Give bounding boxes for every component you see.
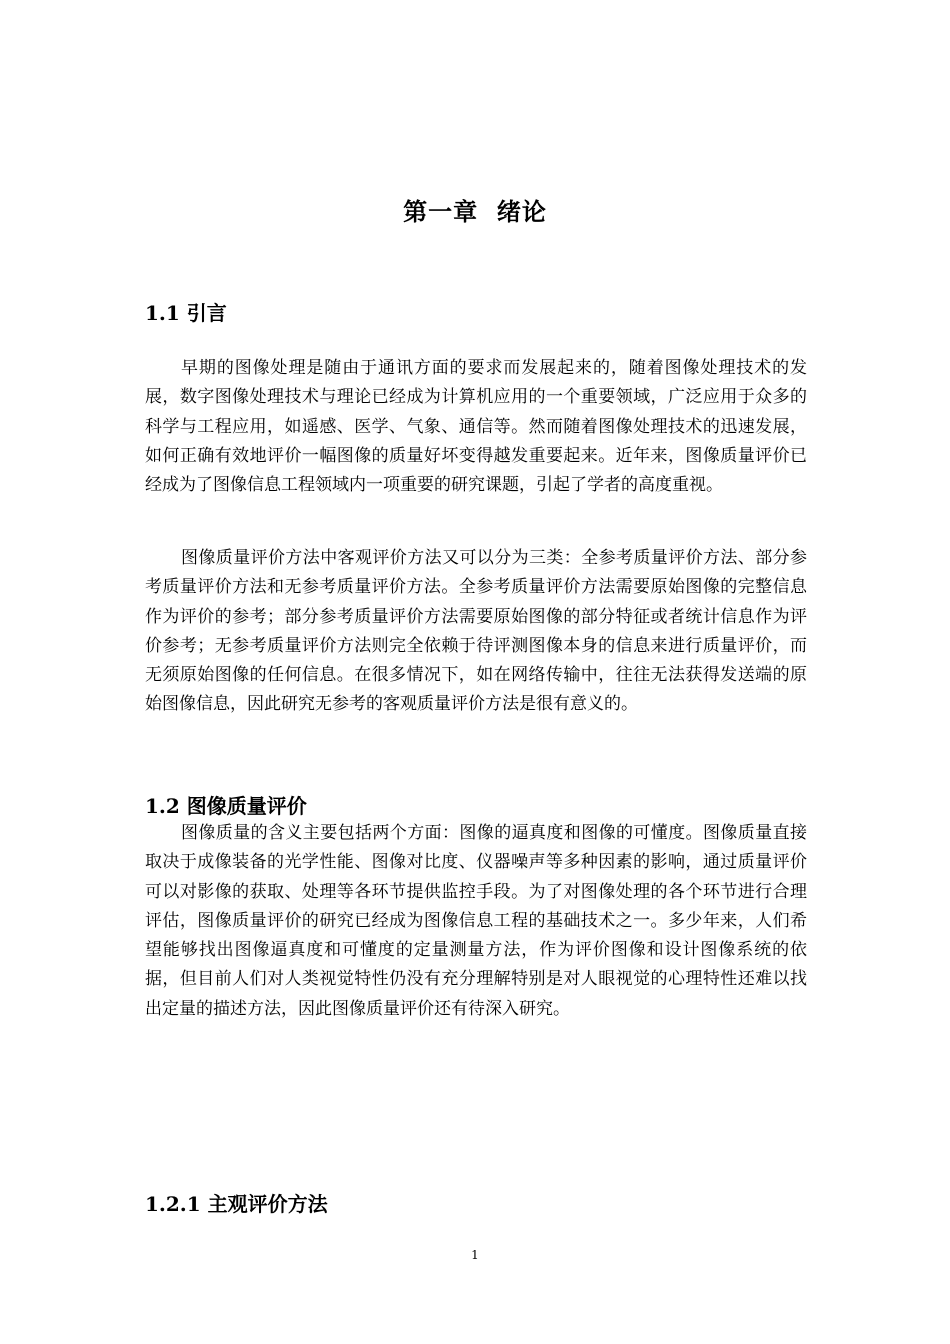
paragraph-intro-2: 图像质量评价方法中客观评价方法又可以分为三类：全参考质量评价方法、部分参考质量评价方法和无参考质量评价方法。全参考质量评价方法需要原始图像的完整信息作为评价的参考；部分参考质量评价方法需要原始图像的部分特征或者统计信息作为评价参考；无参考质量评价方法则完全依赖于待评测图像本身的信息来进行质量评价，而无须原始图像的任何信息。在很多情况下，如在网络传输中，往往无法获得发送端的原始图像信息，因此研究无参考的客观质量评价方法是很有意义的。	[145, 548, 807, 715]
section-heading-1-1: 1.1 引言	[145, 301, 227, 325]
paragraph-intro-1: 早期的图像处理是随由于通讯方面的要求而发展起来的，随着图像处理技术的发展，数字图像处理技术与理论已经成为计算机应用的一个重要领域，广泛应用于众多的科学与工程应用，如遥感、医学、气象、通信等。然而随着图像处理技术的迅速发展，如何正确有效地评价一幅图像的质量好坏变得越发重要起来。近年来，图像质量评价已经成为了图像信息工程领域内一项重要的研究课题，引起了学者的高度重视。	[145, 358, 807, 496]
chapter-title: 第一章 绪论	[403, 197, 547, 226]
section-heading-1-2-1: 1.2.1 主观评价方法	[145, 1192, 328, 1216]
section-heading-1-2: 1.2 图像质量评价	[145, 794, 307, 818]
page-number: 1	[471, 1248, 479, 1262]
paragraph-quality-1: 图像质量的含义主要包括两个方面：图像的逼真度和图像的可懂度。图像质量直接取决于成像装备的光学性能、图像对比度、仪器噪声等多种因素的影响，通过质量评价可以对影像的获取、处理等各环节提供监控手段。为了对图像处理的各个环节进行合理评估，图像质量评价的研究已经成为图像信息工程的基础技术之一。多少年来，人们希望能够找出图像逼真度和可懂度的定量测量方法，作为评价图像和设计图像系统的依据，但目前人们对人类视觉特性仍没有充分理解特别是对人眼视觉的心理特性还难以找出定量的描述方法，因此图像质量评价还有待深入研究。	[145, 823, 807, 1019]
